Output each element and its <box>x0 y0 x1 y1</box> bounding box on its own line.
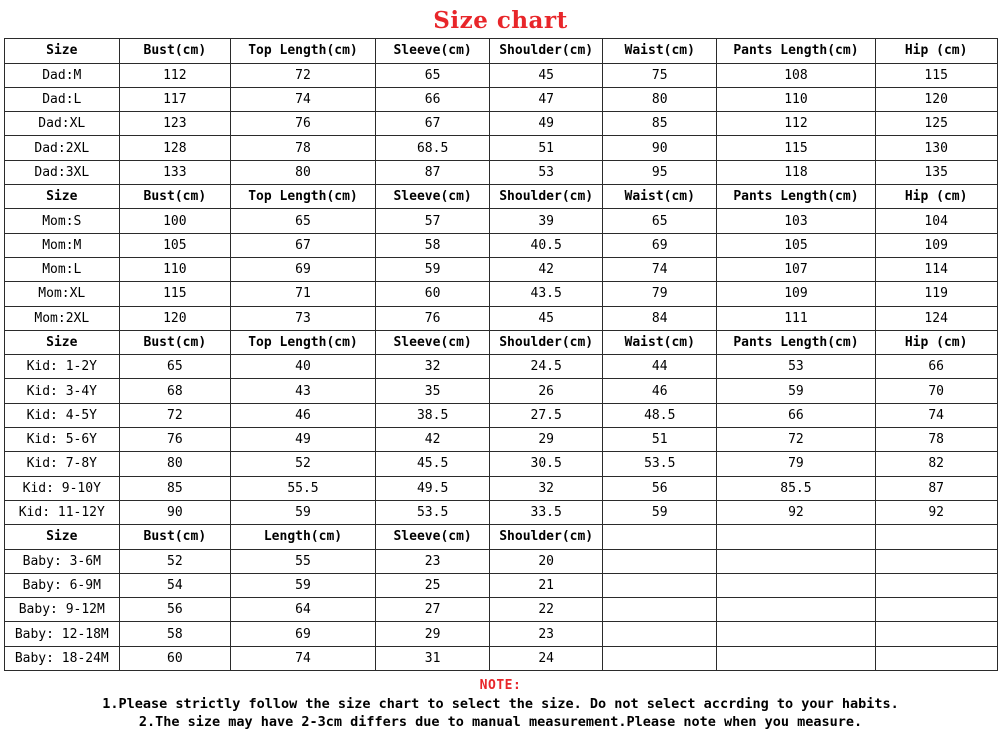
table-cell: 55 <box>230 549 376 573</box>
table-row <box>4 549 997 573</box>
table-cell: 79 <box>603 282 717 306</box>
table-cell: 114 <box>875 257 997 281</box>
row-label: Mom:2XL <box>4 306 120 330</box>
empty-cell <box>717 622 876 646</box>
row-label: Dad:M <box>4 63 120 87</box>
table-cell: 76 <box>376 306 490 330</box>
table-row <box>4 452 997 476</box>
table-cell: 87 <box>875 476 997 500</box>
table-cell: 53.5 <box>376 500 490 524</box>
table-row <box>4 233 997 257</box>
table-cell: 56 <box>603 476 717 500</box>
column-header: Sleeve(cm) <box>376 185 490 209</box>
empty-cell <box>603 525 717 549</box>
table-row <box>4 136 997 160</box>
table-cell: 110 <box>120 257 231 281</box>
table-row <box>4 63 997 87</box>
table-cell: 44 <box>603 355 717 379</box>
row-label: Kid: 9-10Y <box>4 476 120 500</box>
table-cell: 78 <box>230 136 376 160</box>
table-row <box>4 209 997 233</box>
table-cell: 90 <box>120 500 231 524</box>
table-cell: 32 <box>376 355 490 379</box>
row-label: Baby: 6-9M <box>4 573 120 597</box>
table-cell: 90 <box>603 136 717 160</box>
table-cell: 68 <box>120 379 231 403</box>
table-cell: 22 <box>489 598 603 622</box>
table-cell: 111 <box>717 306 876 330</box>
column-header: Hip (cm) <box>875 39 997 63</box>
table-cell: 115 <box>717 136 876 160</box>
row-label: Kid: 4-5Y <box>4 403 120 427</box>
table-row <box>4 257 997 281</box>
table-cell: 25 <box>376 573 490 597</box>
table-cell: 72 <box>120 403 231 427</box>
table-cell: 118 <box>717 160 876 184</box>
table-cell: 59 <box>603 500 717 524</box>
table-cell: 47 <box>489 87 603 111</box>
table-cell: 105 <box>717 233 876 257</box>
table-cell: 39 <box>489 209 603 233</box>
table-cell: 57 <box>376 209 490 233</box>
row-label: Kid: 5-6Y <box>4 428 120 452</box>
table-cell: 115 <box>120 282 231 306</box>
row-label: Kid: 1-2Y <box>4 355 120 379</box>
table-row <box>4 282 997 306</box>
table-cell: 85 <box>603 112 717 136</box>
table-cell: 95 <box>603 160 717 184</box>
table-header-row-mom <box>4 185 997 209</box>
table-cell: 60 <box>376 282 490 306</box>
table-cell: 53 <box>717 355 876 379</box>
table-row <box>4 500 997 524</box>
note-block <box>0 677 1001 731</box>
table-cell: 53.5 <box>603 452 717 476</box>
column-header: Pants Length(cm) <box>717 39 876 63</box>
table-cell: 112 <box>717 112 876 136</box>
table-cell: 65 <box>376 63 490 87</box>
empty-cell <box>875 525 997 549</box>
table-header-row-dad <box>4 39 997 63</box>
table-cell: 104 <box>875 209 997 233</box>
table-cell: 49 <box>489 112 603 136</box>
table-cell: 46 <box>230 403 376 427</box>
table-cell: 65 <box>230 209 376 233</box>
table-cell: 92 <box>717 500 876 524</box>
table-cell: 46 <box>603 379 717 403</box>
empty-cell <box>603 646 717 670</box>
table-cell: 72 <box>717 428 876 452</box>
table-cell: 24 <box>489 646 603 670</box>
table-cell: 48.5 <box>603 403 717 427</box>
table-cell: 105 <box>120 233 231 257</box>
table-cell: 20 <box>489 549 603 573</box>
empty-cell <box>875 573 997 597</box>
table-row <box>4 112 997 136</box>
table-row <box>4 355 997 379</box>
table-cell: 120 <box>120 306 231 330</box>
empty-cell <box>717 573 876 597</box>
row-label: Dad:2XL <box>4 136 120 160</box>
column-header: Bust(cm) <box>120 39 231 63</box>
table-cell: 135 <box>875 160 997 184</box>
table-cell: 31 <box>376 646 490 670</box>
table-cell: 69 <box>230 257 376 281</box>
column-header: Waist(cm) <box>603 330 717 354</box>
table-cell: 45 <box>489 306 603 330</box>
column-header: Bust(cm) <box>120 330 231 354</box>
table-row <box>4 87 997 111</box>
table-cell: 80 <box>230 160 376 184</box>
table-cell: 38.5 <box>376 403 490 427</box>
column-header: Shoulder(cm) <box>489 525 603 549</box>
table-cell: 55.5 <box>230 476 376 500</box>
table-cell: 45 <box>489 63 603 87</box>
table-cell: 76 <box>120 428 231 452</box>
column-header: Size <box>4 330 120 354</box>
empty-cell <box>875 622 997 646</box>
table-cell: 51 <box>603 428 717 452</box>
table-cell: 40.5 <box>489 233 603 257</box>
table-cell: 60 <box>120 646 231 670</box>
row-label: Dad:XL <box>4 112 120 136</box>
table-cell: 65 <box>603 209 717 233</box>
table-row <box>4 379 997 403</box>
table-cell: 29 <box>376 622 490 646</box>
table-cell: 59 <box>717 379 876 403</box>
column-header: Pants Length(cm) <box>717 330 876 354</box>
column-header: Top Length(cm) <box>230 185 376 209</box>
table-cell: 67 <box>376 112 490 136</box>
column-header: Sleeve(cm) <box>376 330 490 354</box>
column-header: Waist(cm) <box>603 185 717 209</box>
table-cell: 70 <box>875 379 997 403</box>
table-cell: 29 <box>489 428 603 452</box>
table-cell: 59 <box>230 500 376 524</box>
table-cell: 49 <box>230 428 376 452</box>
table-cell: 120 <box>875 87 997 111</box>
table-cell: 67 <box>230 233 376 257</box>
table-cell: 58 <box>376 233 490 257</box>
table-row <box>4 476 997 500</box>
table-cell: 119 <box>875 282 997 306</box>
table-cell: 84 <box>603 306 717 330</box>
table-cell: 53 <box>489 160 603 184</box>
column-header: Hip (cm) <box>875 185 997 209</box>
table-cell: 73 <box>230 306 376 330</box>
table-cell: 49.5 <box>376 476 490 500</box>
column-header: Sleeve(cm) <box>376 525 490 549</box>
table-cell: 65 <box>120 355 231 379</box>
table-cell: 43.5 <box>489 282 603 306</box>
table-cell: 58 <box>120 622 231 646</box>
table-row <box>4 160 997 184</box>
table-cell: 80 <box>120 452 231 476</box>
table-cell: 80 <box>603 87 717 111</box>
table-cell: 68.5 <box>376 136 490 160</box>
table-cell: 103 <box>717 209 876 233</box>
table-cell: 123 <box>120 112 231 136</box>
table-cell: 43 <box>230 379 376 403</box>
empty-cell <box>875 549 997 573</box>
table-cell: 27 <box>376 598 490 622</box>
table-cell: 66 <box>875 355 997 379</box>
empty-cell <box>717 598 876 622</box>
column-header: Top Length(cm) <box>230 330 376 354</box>
table-cell: 32 <box>489 476 603 500</box>
table-cell: 128 <box>120 136 231 160</box>
column-header: Shoulder(cm) <box>489 39 603 63</box>
table-cell: 79 <box>717 452 876 476</box>
column-header: Shoulder(cm) <box>489 330 603 354</box>
note-line-1: 1.Please strictly follow the size chart to select the size. Do not select accrding to your habits. <box>102 695 899 712</box>
column-header: Size <box>4 185 120 209</box>
table-cell: 76 <box>230 112 376 136</box>
table-cell: 42 <box>489 257 603 281</box>
empty-cell <box>875 598 997 622</box>
table-cell: 52 <box>120 549 231 573</box>
table-row <box>4 428 997 452</box>
empty-cell <box>717 646 876 670</box>
table-cell: 72 <box>230 63 376 87</box>
table-cell: 112 <box>120 63 231 87</box>
table-cell: 27.5 <box>489 403 603 427</box>
row-label: Dad:3XL <box>4 160 120 184</box>
table-cell: 107 <box>717 257 876 281</box>
empty-cell <box>875 646 997 670</box>
table-cell: 52 <box>230 452 376 476</box>
table-cell: 59 <box>376 257 490 281</box>
column-header: Sleeve(cm) <box>376 39 490 63</box>
table-cell: 42 <box>376 428 490 452</box>
row-label: Baby: 9-12M <box>4 598 120 622</box>
table-cell: 85.5 <box>717 476 876 500</box>
table-cell: 26 <box>489 379 603 403</box>
note-title: NOTE: <box>479 678 522 694</box>
table-cell: 21 <box>489 573 603 597</box>
table-cell: 130 <box>875 136 997 160</box>
table-cell: 54 <box>120 573 231 597</box>
table-cell: 74 <box>875 403 997 427</box>
table-header-row-baby <box>4 525 997 549</box>
empty-cell <box>603 622 717 646</box>
table-cell: 69 <box>230 622 376 646</box>
table-cell: 87 <box>376 160 490 184</box>
table-cell: 133 <box>120 160 231 184</box>
table-cell: 100 <box>120 209 231 233</box>
column-header: Waist(cm) <box>603 39 717 63</box>
table-cell: 74 <box>230 646 376 670</box>
table-cell: 30.5 <box>489 452 603 476</box>
table-cell: 66 <box>376 87 490 111</box>
empty-cell <box>717 525 876 549</box>
empty-cell <box>603 598 717 622</box>
row-label: Kid: 11-12Y <box>4 500 120 524</box>
table-cell: 69 <box>603 233 717 257</box>
row-label: Mom:S <box>4 209 120 233</box>
table-row <box>4 646 997 670</box>
table-cell: 64 <box>230 598 376 622</box>
column-header: Size <box>4 525 120 549</box>
column-header: Top Length(cm) <box>230 39 376 63</box>
table-cell: 125 <box>875 112 997 136</box>
table-cell: 45.5 <box>376 452 490 476</box>
table-cell: 74 <box>230 87 376 111</box>
table-row <box>4 403 997 427</box>
table-cell: 110 <box>717 87 876 111</box>
row-label: Baby: 3-6M <box>4 549 120 573</box>
table-row <box>4 306 997 330</box>
table-cell: 75 <box>603 63 717 87</box>
table-cell: 51 <box>489 136 603 160</box>
table-cell: 115 <box>875 63 997 87</box>
row-label: Mom:L <box>4 257 120 281</box>
column-header: Size <box>4 39 120 63</box>
table-cell: 23 <box>376 549 490 573</box>
row-label: Kid: 7-8Y <box>4 452 120 476</box>
table-cell: 92 <box>875 500 997 524</box>
row-label: Mom:M <box>4 233 120 257</box>
table-cell: 78 <box>875 428 997 452</box>
table-cell: 108 <box>717 63 876 87</box>
table-cell: 82 <box>875 452 997 476</box>
column-header: Pants Length(cm) <box>717 185 876 209</box>
row-label: Baby: 12-18M <box>4 622 120 646</box>
table-cell: 124 <box>875 306 997 330</box>
row-label: Baby: 18-24M <box>4 646 120 670</box>
column-header: Shoulder(cm) <box>489 185 603 209</box>
table-cell: 40 <box>230 355 376 379</box>
page-title: Size chart <box>433 7 568 34</box>
row-label: Mom:XL <box>4 282 120 306</box>
table-row <box>4 598 997 622</box>
empty-cell <box>603 573 717 597</box>
table-cell: 74 <box>603 257 717 281</box>
table-row <box>4 622 997 646</box>
table-cell: 85 <box>120 476 231 500</box>
table-cell: 66 <box>717 403 876 427</box>
table-cell: 109 <box>875 233 997 257</box>
table-cell: 117 <box>120 87 231 111</box>
table-header-row-kid <box>4 330 997 354</box>
empty-cell <box>603 549 717 573</box>
column-header: Hip (cm) <box>875 330 997 354</box>
table-row <box>4 573 997 597</box>
table-cell: 24.5 <box>489 355 603 379</box>
table-cell: 59 <box>230 573 376 597</box>
row-label: Dad:L <box>4 87 120 111</box>
table-cell: 109 <box>717 282 876 306</box>
empty-cell <box>717 549 876 573</box>
column-header: Length(cm) <box>230 525 376 549</box>
size-chart-table <box>4 38 998 671</box>
table-cell: 35 <box>376 379 490 403</box>
table-cell: 71 <box>230 282 376 306</box>
row-label: Kid: 3-4Y <box>4 379 120 403</box>
table-cell: 33.5 <box>489 500 603 524</box>
note-line-2: 2.The size may have 2-3cm differs due to manual measurement.Please note when you measure. <box>138 713 863 730</box>
table-cell: 23 <box>489 622 603 646</box>
column-header: Bust(cm) <box>120 185 231 209</box>
table-cell: 56 <box>120 598 231 622</box>
column-header: Bust(cm) <box>120 525 231 549</box>
